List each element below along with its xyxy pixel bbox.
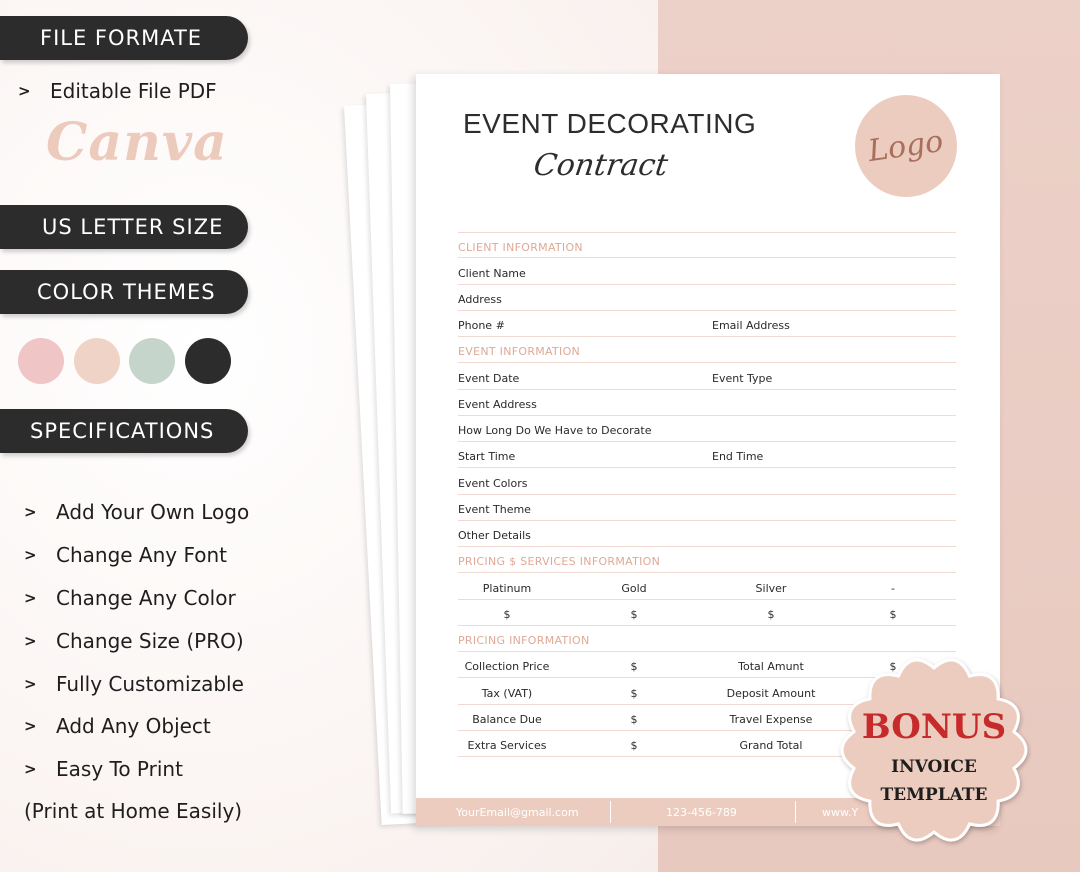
file-format-pill <box>0 16 248 60</box>
pricing-value: $ <box>630 739 638 752</box>
spec-label: Easy To Print <box>56 757 183 781</box>
section-title: EVENT INFORMATION <box>458 345 581 358</box>
form-row <box>458 469 956 495</box>
field-label: Email Address <box>712 319 790 332</box>
field-label: Event Date <box>458 372 520 385</box>
tier-header-row <box>458 574 956 600</box>
section-title: PRICING $ SERVICES INFORMATION <box>458 555 661 568</box>
pricing-label: Grand Total <box>739 739 803 752</box>
spec-item <box>24 714 211 738</box>
specifications-label: SPECIFICATIONS <box>30 419 215 443</box>
footer-divider <box>795 801 796 823</box>
section-title: CLIENT INFORMATION <box>458 241 583 254</box>
document-subtitle: Contract <box>531 148 670 183</box>
form-row <box>458 442 956 468</box>
print-note <box>24 799 242 823</box>
section-title: PRICING INFORMATION <box>458 634 590 647</box>
form-row <box>458 390 956 416</box>
chevron-right-icon: > <box>24 717 37 735</box>
pricing-label: Total Amunt <box>738 660 804 673</box>
spec-item <box>24 500 249 524</box>
pricing-value: $ <box>630 713 638 726</box>
form-row <box>458 521 956 547</box>
chevron-right-icon: > <box>24 589 37 607</box>
color-swatch-peach <box>74 338 120 384</box>
logo-text: Logo <box>866 123 946 169</box>
footer-divider <box>610 801 611 823</box>
spec-item <box>24 586 236 610</box>
spec-label: Change Any Color <box>56 586 236 610</box>
footer-phone: 123-456-789 <box>666 806 737 819</box>
pricing-label: Balance Due <box>472 713 542 726</box>
field-label: Event Address <box>458 398 537 411</box>
badge-line-2: TEMPLATE <box>880 785 988 805</box>
us-letter-pill <box>0 205 248 249</box>
color-swatch-pink <box>18 338 64 384</box>
scalloped-badge-icon <box>834 650 1034 850</box>
tier-value: $ <box>630 608 638 621</box>
field-label: Address <box>458 293 502 306</box>
field-label: Phone # <box>458 319 505 332</box>
field-label: Start Time <box>458 450 516 463</box>
tier-label: Silver <box>755 582 787 595</box>
us-letter-label: US LETTER SIZE <box>42 215 224 239</box>
chevron-right-icon: > <box>24 760 37 778</box>
pricing-label: Deposit Amount <box>726 687 816 700</box>
section-header-pricing <box>458 626 956 652</box>
pricing-value: $ <box>889 660 897 673</box>
spec-item <box>24 672 244 696</box>
bonus-badge <box>834 650 1034 850</box>
tier-value-row <box>458 600 956 626</box>
logo-placeholder <box>855 95 957 197</box>
footer-email: YourEmail@gmail.com <box>456 806 579 819</box>
pricing-label: Tax (VAT) <box>481 687 533 700</box>
specifications-pill <box>0 409 248 453</box>
footer-website: www.Y <box>822 806 859 819</box>
form-row <box>458 259 956 285</box>
tier-value: $ <box>889 608 897 621</box>
chevron-right-icon: > <box>18 82 31 100</box>
print-note-label: (Print at Home Easily) <box>24 799 243 823</box>
chevron-right-icon: > <box>24 546 37 564</box>
chevron-right-icon: > <box>24 675 37 693</box>
form-row <box>458 311 956 337</box>
document-title: EVENT DECORATING <box>463 108 757 139</box>
form-row <box>458 495 956 521</box>
form-row <box>458 285 956 311</box>
canva-logo-text: Canva <box>46 112 228 173</box>
tier-label: - <box>891 582 895 595</box>
chevron-right-icon: > <box>24 503 37 521</box>
color-swatch-sage <box>129 338 175 384</box>
field-label: End Time <box>712 450 764 463</box>
tier-label: Platinum <box>482 582 532 595</box>
pricing-value: $ <box>630 687 638 700</box>
editable-pdf-label: Editable File PDF <box>50 79 217 103</box>
spec-label: Change Any Font <box>56 543 228 567</box>
pricing-label: Collection Price <box>464 660 550 673</box>
spec-item <box>24 757 183 781</box>
spec-label: Change Size (PRO) <box>56 629 244 653</box>
tier-value: $ <box>503 608 511 621</box>
field-label: How Long Do We Have to Decorate <box>458 424 652 437</box>
color-themes-label: COLOR THEMES <box>37 280 216 304</box>
editable-pdf-item <box>18 79 217 103</box>
badge-line-1: INVOICE <box>891 757 977 777</box>
section-header-services <box>458 547 956 573</box>
form-row <box>458 416 956 442</box>
spec-item <box>24 543 227 567</box>
file-format-label: FILE FORMATE <box>40 26 203 50</box>
pricing-label: Travel Expense <box>729 713 813 726</box>
field-label: Client Name <box>458 267 526 280</box>
tier-value: $ <box>767 608 775 621</box>
field-label: Other Details <box>458 529 531 542</box>
pricing-value: $ <box>630 660 638 673</box>
color-themes-pill <box>0 270 248 314</box>
field-label: Event Colors <box>458 477 528 490</box>
section-header-client <box>458 232 956 258</box>
pricing-label: Extra Services <box>467 739 547 752</box>
field-label: Event Type <box>712 372 773 385</box>
section-header-event <box>458 337 956 363</box>
field-label: Event Theme <box>458 503 531 516</box>
spec-label: Fully Customizable <box>56 672 244 696</box>
spec-item <box>24 629 244 653</box>
spec-label: Add Your Own Logo <box>56 500 250 524</box>
color-swatch-black <box>185 338 231 384</box>
chevron-right-icon: > <box>24 632 37 650</box>
spec-label: Add Any Object <box>56 714 211 738</box>
tier-label: Gold <box>621 582 647 595</box>
form-row <box>458 364 956 390</box>
badge-title: BONUS <box>861 707 1007 747</box>
